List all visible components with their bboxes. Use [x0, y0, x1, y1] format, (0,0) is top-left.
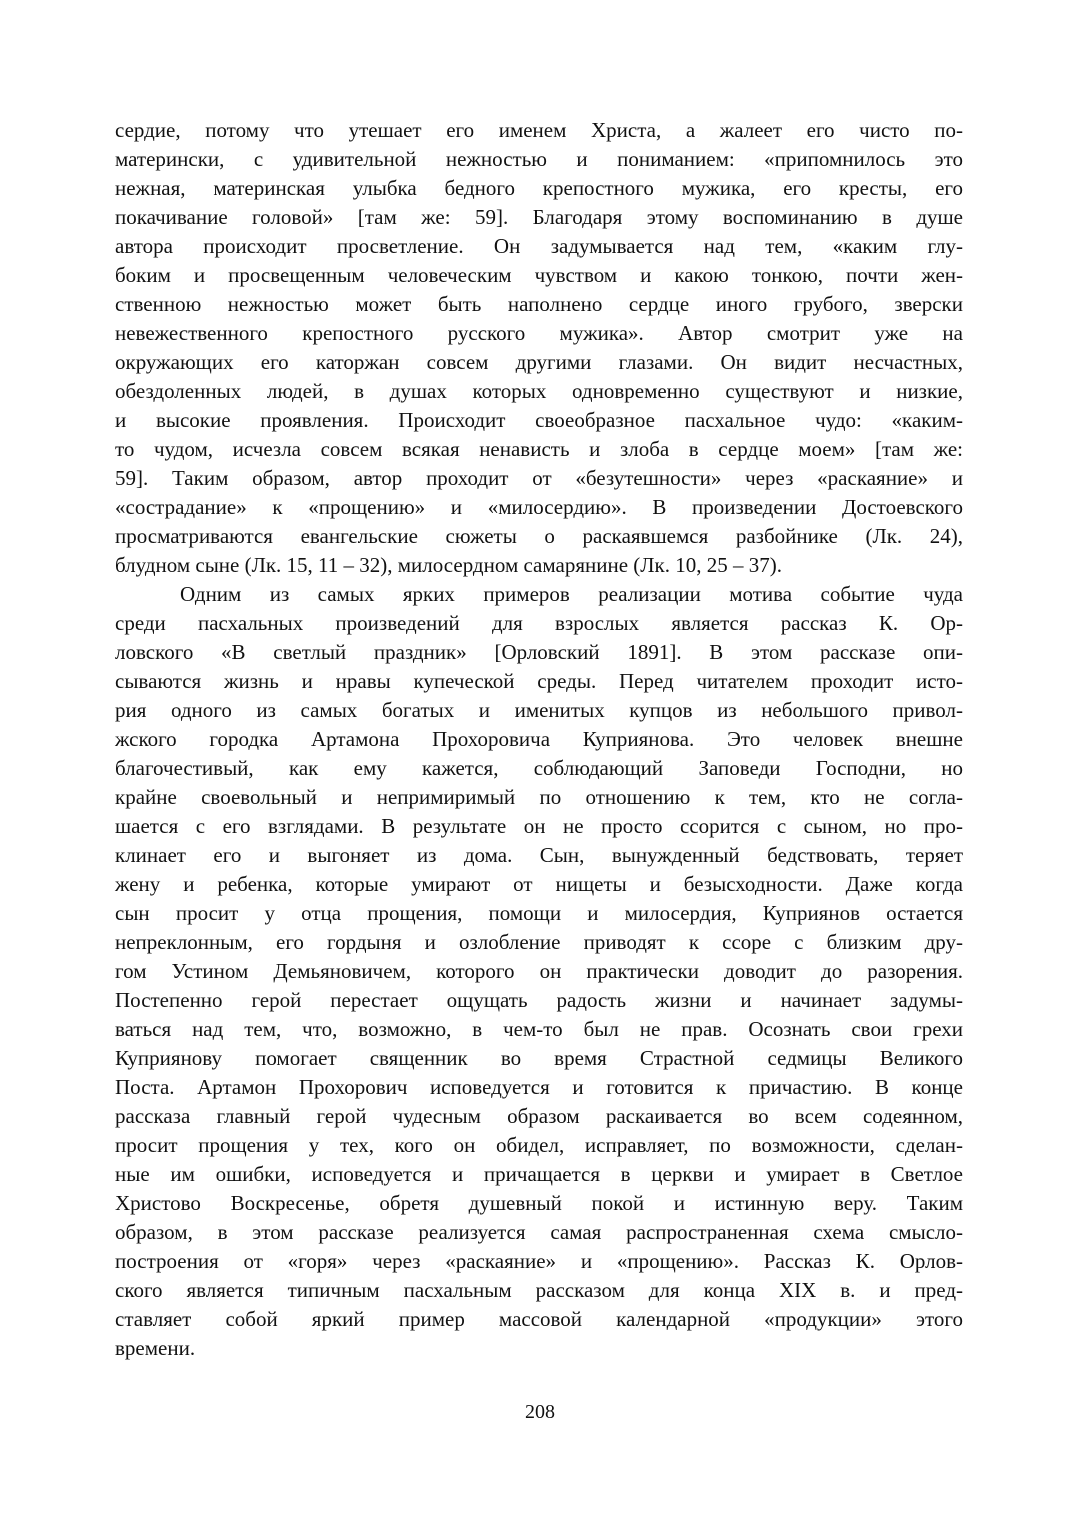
text-line: и высокие проявления. Происходит своеобразное пасхальное чудо: «каким-: [115, 408, 963, 432]
text-line: обездоленных людей, в душах которых одновременно существуют и низкие,: [115, 379, 963, 403]
text-line: благочестивый, как ему кажется, соблюдающий Заповеди Господни, но: [115, 756, 963, 780]
text-line: клинает его и выгоняет из дома. Сын, вынужденный бедствовать, теряет: [115, 843, 963, 867]
text-line: жского городка Артамона Прохоровича Куприянова. Это человек внешне: [115, 727, 963, 751]
text-line: ственною нежностью может быть наполнено сердце иного грубого, зверски: [115, 292, 963, 316]
text-line: времени.: [115, 1336, 196, 1360]
text-line: образом, в этом рассказе реализуется самая распространенная схема смысло-: [115, 1220, 963, 1244]
text-block: [115, 116, 963, 1363]
text-line: матерински, с удивительной нежностью и пониманием: «припомнилось это: [115, 147, 963, 171]
text-line: ставляет собой яркий пример массовой календарной «продукции» этого: [115, 1307, 963, 1331]
text-line: рия одного из самых богатых и именитых купцов из небольшого привол-: [115, 698, 963, 722]
text-line: крайне своевольный и непримиримый по отношению к тем, кто не согла-: [115, 785, 963, 809]
text-line: Постепенно герой перестает ощущать радость жизни и начинает задумы-: [115, 988, 963, 1012]
text-line: рассказа главный герой чудесным образом раскаивается во всем содеянном,: [115, 1104, 963, 1128]
paragraph: [115, 580, 963, 1363]
paragraph: [115, 116, 963, 580]
text-line: Одним из самых ярких примеров реализации мотива событие чуда: [180, 582, 963, 606]
text-line: автора происходит просветление. Он задумывается над тем, «каким глу-: [115, 234, 963, 258]
text-line: жену и ребенка, которые умирают от нищеты и безысходности. Даже когда: [115, 872, 963, 896]
text-line: боким и просвещенным человеческим чувством и какою тонкою, почти жен-: [115, 263, 963, 287]
text-line: гом Устином Демьяновичем, которого он практически доводит до разорения.: [115, 959, 963, 983]
text-line: ловского «В светлый праздник» [Орловский 1891]. В этом рассказе опи-: [115, 640, 963, 664]
text-line: просит прощения у тех, кого он обидел, исправляет, по возможности, сделан-: [115, 1133, 963, 1157]
text-line: то чудом, исчезла совсем всякая ненависть и злоба в сердце моем» [там же:: [115, 437, 963, 461]
text-line: сываются жизнь и нравы купеческой среды. Перед читателем проходит исто-: [115, 669, 963, 693]
page-number: 208: [525, 1401, 555, 1423]
text-line: ского является типичным пасхальным рассказом для конца XIX в. и пред-: [115, 1278, 963, 1302]
text-line: невежественного крепостного русского мужика». Автор смотрит уже на: [115, 321, 963, 345]
text-line: нежная, материнская улыбка бедного крепостного мужика, его кресты, его: [115, 176, 963, 200]
text-line: ные им ошибки, исповедуется и причащается в церкви и умирает в Светлое: [115, 1162, 963, 1186]
text-line: окружающих его каторжан совсем другими глазами. Он видит несчастных,: [115, 350, 963, 374]
text-line: ваться над тем, что, возможно, в чем-то был не прав. Осознать свои грехи: [115, 1017, 963, 1041]
text-line: сын просит у отца прощения, помощи и милосердия, Куприянов остается: [115, 901, 963, 925]
text-line: «сострадание» к «прощению» и «милосердию». В произведении Достоевского: [115, 495, 963, 519]
text-line: Христово Воскресенье, обретя душевный покой и истинную веру. Таким: [115, 1191, 963, 1215]
text-line: Куприянову помогает священник во время Страстной седмицы Великого: [115, 1046, 963, 1070]
text-line: блудном сыне (Лк. 15, 11 – 32), милосердном самарянине (Лк. 10, 25 – 37).: [115, 553, 782, 577]
text-line: 59]. Таким образом, автор проходит от «безутешности» через «раскаяние» и: [115, 466, 963, 490]
text-line: построения от «горя» через «раскаяние» и «прощению». Рассказ К. Орлов-: [115, 1249, 963, 1273]
text-line: Поста. Артамон Прохорович исповедуется и готовится к причастию. В конце: [115, 1075, 963, 1099]
text-line: непреклонным, его гордыня и озлобление приводят к ссоре с близким дру-: [115, 930, 963, 954]
text-line: покачивание головой» [там же: 59]. Благодаря этому воспоминанию в душе: [115, 205, 963, 229]
text-line: шается с его взглядами. В результате он не просто ссорится с сыном, но про-: [115, 814, 963, 838]
text-line: сердие, потому что утешает его именем Христа, а жалеет его чисто по-: [115, 118, 963, 142]
text-line: среди пасхальных произведений для взрослых является рассказ К. Ор-: [115, 611, 963, 635]
text-line: просматриваются евангельские сюжеты о раскаявшемся разбойнике (Лк. 24),: [115, 524, 963, 548]
